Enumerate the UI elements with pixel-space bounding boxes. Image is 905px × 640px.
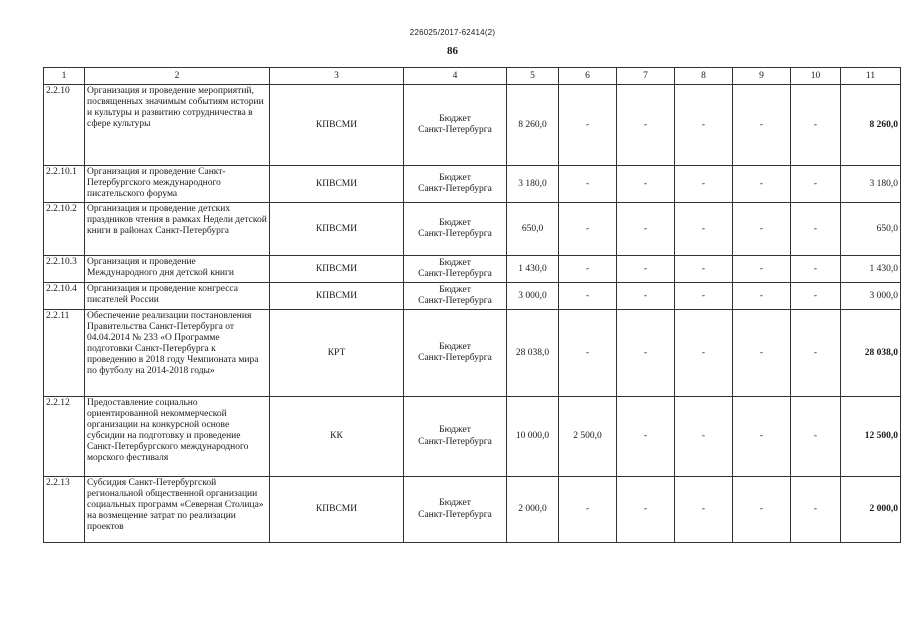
row-name: Субсидия Санкт-Петербургской региональной общественной организации социальных программ «Северная Столица» на возмещение затрат по реализации проектов: [85, 477, 270, 543]
row-value-col6: -: [559, 203, 617, 256]
row-name: Организация и проведение детских праздников чтения в рамках Недели детской книги в районах Санкт-Петербурга: [85, 203, 270, 256]
row-value-col5: 28 038,0: [507, 310, 559, 397]
row-funding-source: [404, 166, 507, 203]
row-value-col7: -: [617, 477, 675, 543]
funding-source-line2: Санкт-Петербурга: [418, 125, 492, 135]
row-value-col9: -: [733, 203, 791, 256]
row-total: 1 430,0: [841, 256, 901, 283]
row-value-col5: 2 000,0: [507, 477, 559, 543]
funding-source-line2: Санкт-Петербурга: [418, 509, 492, 520]
funding-source-line2: Санкт-Петербурга: [418, 436, 492, 447]
table-row: [44, 283, 901, 310]
row-code: 2.2.10.4: [44, 283, 85, 310]
funding-source-line2: Санкт-Петербурга: [418, 296, 492, 306]
row-value-col5: 8 260,0: [507, 85, 559, 166]
row-value-col8: -: [675, 166, 733, 203]
column-header: 10: [791, 68, 841, 85]
funding-source-line2: Санкт-Петербурга: [418, 269, 492, 279]
funding-source-line2: Санкт-Петербурга: [418, 229, 492, 239]
table-row: [44, 256, 901, 283]
row-total: 3 180,0: [841, 166, 901, 203]
row-funding-source: [404, 477, 507, 543]
column-header: 4: [404, 68, 507, 85]
row-value-col7: -: [617, 256, 675, 283]
row-funding-source: [404, 310, 507, 397]
row-value-col10: -: [791, 283, 841, 310]
budget-table: [43, 67, 901, 543]
row-value-col10: -: [791, 256, 841, 283]
row-value-col5: 1 430,0: [507, 256, 559, 283]
column-header: 1: [44, 68, 85, 85]
row-value-col9: -: [733, 85, 791, 166]
row-code: 2.2.13: [44, 477, 85, 543]
row-value-col6: -: [559, 283, 617, 310]
row-value-col7: -: [617, 397, 675, 477]
table-header-row: [44, 68, 901, 85]
row-value-col10: -: [791, 397, 841, 477]
funding-source-line1: Бюджет: [439, 113, 471, 124]
row-name: Обеспечение реализации постановления Правительства Санкт-Петербурга от 04.04.2014 № 233 «О Программе подготовки Санкт-Петербурга к проведению в 2018 году Чемпионата мира по футболу на 2014-2018 годы»: [85, 310, 270, 397]
row-executor: КПВСМИ: [270, 85, 404, 166]
row-value-col7: -: [617, 203, 675, 256]
row-value-col7: -: [617, 310, 675, 397]
row-funding-source: [404, 397, 507, 477]
funding-source-line1: Бюджет: [439, 341, 471, 352]
column-header: 3: [270, 68, 404, 85]
table-row: [44, 310, 901, 397]
row-funding-source: [404, 283, 507, 310]
document-registration-number: 226025/2017-62414(2): [409, 28, 496, 37]
row-code: 2.2.10.1: [44, 166, 85, 203]
row-executor: КК: [270, 397, 404, 477]
row-value-col7: -: [617, 166, 675, 203]
row-code: 2.2.12: [44, 397, 85, 477]
table-row: [44, 397, 901, 477]
column-header: 2: [85, 68, 270, 85]
row-executor: КПВСМИ: [270, 256, 404, 283]
column-header: 6: [559, 68, 617, 85]
column-header: 9: [733, 68, 791, 85]
funding-source-line1: Бюджет: [439, 172, 471, 183]
row-value-col5: 10 000,0: [507, 397, 559, 477]
row-value-col5: 650,0: [507, 203, 559, 256]
row-total: 2 000,0: [841, 477, 901, 543]
row-value-col6: -: [559, 166, 617, 203]
row-value-col9: -: [733, 477, 791, 543]
row-total: 28 038,0: [841, 310, 901, 397]
row-value-col10: -: [791, 477, 841, 543]
row-executor: КПВСМИ: [270, 477, 404, 543]
table-row: [44, 166, 901, 203]
row-value-col6: -: [559, 310, 617, 397]
row-value-col10: -: [791, 85, 841, 166]
row-name: Организация и проведение Санкт-Петербургского международного писательского форума: [85, 166, 270, 203]
row-value-col6: 2 500,0: [559, 397, 617, 477]
row-funding-source: [404, 203, 507, 256]
column-header: 11: [841, 68, 901, 85]
row-value-col6: -: [559, 256, 617, 283]
row-value-col10: -: [791, 166, 841, 203]
row-value-col8: -: [675, 203, 733, 256]
table-row: [44, 85, 901, 166]
funding-source-line1: Бюджет: [439, 257, 471, 268]
row-executor: КПВСМИ: [270, 283, 404, 310]
row-executor: КРТ: [270, 310, 404, 397]
page-number: 86: [447, 45, 458, 57]
row-total: 8 260,0: [841, 85, 901, 166]
row-value-col7: -: [617, 85, 675, 166]
funding-source-line1: Бюджет: [439, 425, 471, 436]
row-value-col9: -: [733, 256, 791, 283]
row-value-col6: -: [559, 477, 617, 543]
column-header: 5: [507, 68, 559, 85]
row-value-col8: -: [675, 477, 733, 543]
row-value-col6: -: [559, 85, 617, 166]
row-value-col7: -: [617, 283, 675, 310]
row-value-col8: -: [675, 85, 733, 166]
row-value-col9: -: [733, 397, 791, 477]
row-code: 2.2.11: [44, 310, 85, 397]
row-value-col8: -: [675, 283, 733, 310]
row-name: Организация и проведение Международного дня детской книги: [85, 256, 270, 283]
row-value-col9: -: [733, 166, 791, 203]
funding-source-line1: Бюджет: [439, 217, 471, 228]
row-value-col8: -: [675, 256, 733, 283]
row-value-col8: -: [675, 310, 733, 397]
column-header: 8: [675, 68, 733, 85]
row-executor: КПВСМИ: [270, 203, 404, 256]
funding-source-line2: Санкт-Петербурга: [418, 353, 492, 363]
row-name: Организация и проведение конгресса писателей России: [85, 283, 270, 310]
row-value-col5: 3 000,0: [507, 283, 559, 310]
row-name: Организация и проведение мероприятий, посвященных значимым событиям истории и культуры и развитию сотрудничества в сфере культуры: [85, 85, 270, 166]
row-code: 2.2.10.3: [44, 256, 85, 283]
funding-source-line1: Бюджет: [439, 284, 471, 295]
row-value-col10: -: [791, 203, 841, 256]
row-value-col9: -: [733, 310, 791, 397]
row-funding-source: [404, 256, 507, 283]
table-row: [44, 477, 901, 543]
row-name: Предоставление социально ориентированной некоммерческой организации на конкурсной основе субсидии на подготовку и проведение Санкт-Петербургского международного морского фестиваля: [85, 397, 270, 477]
row-executor: КПВСМИ: [270, 166, 404, 203]
funding-source-line1: Бюджет: [439, 498, 471, 509]
row-total: 12 500,0: [841, 397, 901, 477]
row-code: 2.2.10: [44, 85, 85, 166]
row-code: 2.2.10.2: [44, 203, 85, 256]
table-row: [44, 203, 901, 256]
row-value-col5: 3 180,0: [507, 166, 559, 203]
row-total: 3 000,0: [841, 283, 901, 310]
row-value-col8: -: [675, 397, 733, 477]
row-total: 650,0: [841, 203, 901, 256]
row-value-col9: -: [733, 283, 791, 310]
column-header: 7: [617, 68, 675, 85]
row-funding-source: [404, 85, 507, 166]
row-value-col10: -: [791, 310, 841, 397]
funding-source-line2: Санкт-Петербурга: [418, 184, 492, 194]
